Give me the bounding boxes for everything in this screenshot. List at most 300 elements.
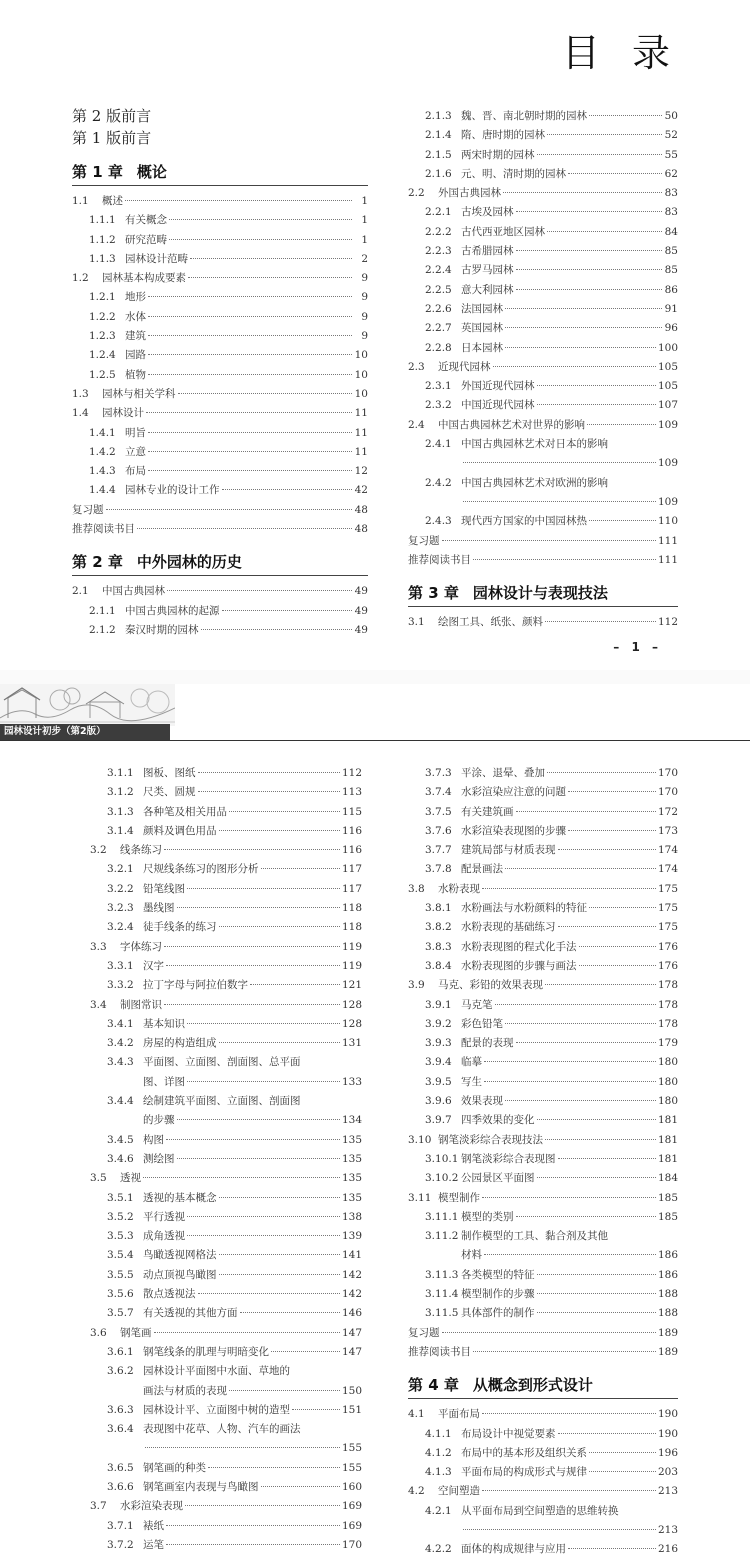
entry-title: 表现图中花草、人物、汽车的画法 <box>143 1423 301 1436</box>
entry-page: 86 <box>664 283 678 296</box>
entry-title: 园林设计 <box>102 407 144 420</box>
toc-entry <box>408 1053 678 1072</box>
dot-leader <box>148 431 352 433</box>
dot-leader <box>166 1138 340 1140</box>
dot-leader <box>463 1528 656 1530</box>
entry-number: 2.1.3 <box>425 110 452 122</box>
chapter-title: 中外园林的历史 <box>136 553 242 572</box>
entry-number: 1.2 <box>72 272 89 285</box>
toc-entry <box>90 880 362 899</box>
entry-page: 170 <box>341 1538 362 1551</box>
toc-entry <box>408 165 678 184</box>
entry-number: 2.2.6 <box>425 302 452 315</box>
entry-number: 3.7.6 <box>425 824 452 837</box>
toc-entry <box>72 211 368 230</box>
entry-number: 3.4.6 <box>107 1152 134 1165</box>
entry-number: 3.6.2 <box>107 1365 134 1378</box>
dot-leader <box>503 191 662 193</box>
toc-entry <box>408 203 678 222</box>
dot-leader <box>558 1432 656 1434</box>
entry-page: 190 <box>657 1408 678 1421</box>
entry-title: 外国古典园林 <box>438 187 501 200</box>
dot-leader <box>537 1292 656 1294</box>
dot-leader <box>198 771 340 773</box>
entry-number: 3.7.8 <box>425 863 452 876</box>
dot-leader <box>568 172 662 174</box>
toc-entry <box>408 551 678 570</box>
entry-number: 2.3 <box>408 360 425 373</box>
toc-entry <box>408 184 678 203</box>
toc-entry <box>408 223 678 242</box>
dot-leader <box>579 964 656 966</box>
dot-leader <box>146 411 352 413</box>
dot-leader <box>516 810 656 812</box>
toc-entry <box>408 764 678 783</box>
entry-number: 3.6.1 <box>107 1345 134 1358</box>
entry-page: 146 <box>341 1307 362 1320</box>
entry-title: 水彩渲染表现图的步骤 <box>461 824 566 837</box>
chapter-heading <box>408 1374 678 1399</box>
toc-entry <box>408 1285 678 1304</box>
entry-page: 85 <box>664 245 678 258</box>
dot-leader <box>185 1504 340 1506</box>
entry-title: 元、明、清时期的园林 <box>461 167 566 180</box>
entry-page: 9 <box>361 291 368 304</box>
dot-leader <box>166 1524 340 1526</box>
entry-line-1 <box>425 435 678 454</box>
entry-page: 170 <box>657 786 678 799</box>
toc-entry <box>408 996 678 1015</box>
entry-title: 绘图工具、纸张、颜料 <box>438 616 543 629</box>
entry-page: 185 <box>657 1210 678 1223</box>
entry-page: 128 <box>341 1017 362 1030</box>
toc-entry-wrapped <box>90 1053 362 1092</box>
dot-leader <box>177 1157 340 1159</box>
entry-page: 113 <box>341 786 362 799</box>
toc-entry <box>408 1208 678 1227</box>
toc-entry <box>408 1463 678 1482</box>
entry-title: 植物 <box>125 368 146 381</box>
dot-leader <box>558 1157 656 1159</box>
toc-entry <box>408 976 678 995</box>
toc-entry <box>72 404 368 423</box>
entry-title: 外国近现代园林 <box>461 380 535 393</box>
entry-number: 3.7 <box>90 1500 107 1513</box>
dot-leader <box>187 887 340 889</box>
entry-title: 具体部件的制作 <box>461 1307 535 1320</box>
dot-leader <box>589 1470 656 1472</box>
toc-entry <box>90 957 362 976</box>
entry-line-1 <box>107 1092 362 1111</box>
toc-entry <box>408 300 678 319</box>
toc-entry <box>72 346 368 365</box>
dot-leader <box>463 461 656 463</box>
toc-entry <box>408 1444 678 1463</box>
dot-leader <box>187 1080 340 1082</box>
entry-title: 近现代园林 <box>438 360 491 373</box>
toc-entry <box>408 1343 678 1362</box>
entry-title-cont: 图、详图 <box>143 1075 185 1088</box>
entry-number: 2.2.5 <box>425 283 452 296</box>
entry-line-2 <box>425 1246 678 1265</box>
entry-title: 魏、晋、南北朝时期的园林 <box>461 110 587 122</box>
entry-number: 1.1 <box>72 195 89 207</box>
toc-entry <box>408 1304 678 1323</box>
toc-entry <box>90 1304 362 1323</box>
toc-entry <box>90 1015 362 1034</box>
entry-number: 1.3 <box>72 387 89 400</box>
entry-line-1 <box>107 1362 362 1381</box>
toc-entry <box>408 1540 678 1559</box>
dot-leader <box>166 964 340 966</box>
toc-entry <box>408 319 678 338</box>
entry-title: 园路 <box>125 349 146 362</box>
entry-title: 水粉表现图的程式化手法 <box>461 940 577 953</box>
dot-leader <box>219 1196 340 1198</box>
dot-leader <box>143 1176 340 1178</box>
entry-page: 83 <box>664 187 678 200</box>
entry-number: 3.11.4 <box>425 1288 459 1301</box>
toc-entry-wrapped <box>408 435 678 474</box>
entry-number: 3.3 <box>90 940 107 953</box>
toc-entry <box>90 1478 362 1497</box>
entry-title: 推荐阅读书目 <box>408 553 471 566</box>
entry-line-1 <box>425 1502 678 1521</box>
entry-page: 150 <box>341 1384 362 1397</box>
entry-title: 图板、图纸 <box>143 767 196 779</box>
entry-page: 107 <box>657 399 678 412</box>
dot-leader <box>558 848 656 850</box>
dot-leader <box>177 906 340 908</box>
dot-leader <box>537 384 656 386</box>
entry-number: 3.8.2 <box>425 921 452 934</box>
dot-leader <box>229 1389 340 1391</box>
toc-entry <box>408 1405 678 1424</box>
entry-page: 121 <box>341 979 362 992</box>
entry-number: 3.7.3 <box>425 767 452 779</box>
entry-page: 178 <box>657 1017 678 1030</box>
entry-page: 176 <box>657 940 678 953</box>
dot-leader <box>145 1446 340 1448</box>
dot-leader <box>537 1176 656 1178</box>
entry-page: 186 <box>657 1268 678 1281</box>
entry-number: 1.4 <box>72 407 89 420</box>
entry-number: 4.2.2 <box>425 1543 452 1556</box>
entry-title: 各种笔及相关用品 <box>143 805 227 818</box>
toc-entry <box>90 764 362 783</box>
toc-entry <box>90 1227 362 1246</box>
dot-leader <box>589 114 662 116</box>
entry-page: 169 <box>341 1519 362 1532</box>
entry-title: 模型的类别 <box>461 1210 514 1223</box>
dot-leader <box>201 628 353 630</box>
toc-entry <box>408 1482 678 1501</box>
entry-title: 英国园林 <box>461 322 503 335</box>
toc-entry <box>90 803 362 822</box>
entry-title-cont: 画法与材质的表现 <box>143 1384 227 1397</box>
dot-leader <box>229 810 340 812</box>
entry-page: 11 <box>354 426 368 439</box>
chapter-title: 从概念到形式设计 <box>472 1376 593 1395</box>
dot-leader <box>537 1118 656 1120</box>
entry-page: 178 <box>657 998 678 1011</box>
entry-number: 3.6.4 <box>107 1423 134 1436</box>
toc-entry <box>72 602 368 621</box>
entry-page: 11 <box>354 407 368 420</box>
entry-title: 钢笔淡彩综合表现技法 <box>438 1133 543 1146</box>
entry-title: 钢笔画的种类 <box>143 1461 206 1474</box>
toc-entry <box>408 261 678 280</box>
entry-number: 3.5.2 <box>107 1210 134 1223</box>
entry-number: 3.4.3 <box>107 1056 134 1069</box>
entry-page: 119 <box>341 940 362 953</box>
dot-leader <box>537 403 656 405</box>
entry-page: 181 <box>657 1114 678 1127</box>
toc-entry <box>72 582 368 601</box>
entry-page: 12 <box>354 465 368 478</box>
entry-title: 地形 <box>125 291 146 304</box>
dot-leader <box>545 620 656 622</box>
chapter-heading <box>72 551 368 576</box>
entry-title: 日本园林 <box>461 341 503 354</box>
entry-title: 面体的构成规律与应用 <box>461 1543 566 1556</box>
dot-leader <box>166 1543 340 1545</box>
entry-number: 3.9.2 <box>425 1017 452 1030</box>
entry-page: 118 <box>341 902 362 915</box>
entry-title: 马克笔 <box>461 998 493 1011</box>
entry-page: 142 <box>341 1288 362 1301</box>
dot-leader <box>164 945 340 947</box>
chapter-title: 园林设计与表现技法 <box>472 584 608 603</box>
entry-title: 临摹 <box>461 1056 482 1069</box>
dot-leader <box>589 519 656 521</box>
toc-entry <box>408 1169 678 1188</box>
entry-title: 运笔 <box>143 1538 164 1551</box>
entry-title: 水粉表现图的步骤与画法 <box>461 959 577 972</box>
toc-entry <box>90 1246 362 1265</box>
dot-leader <box>558 925 656 927</box>
entry-page: 135 <box>341 1191 362 1204</box>
entry-number: 1.2.1 <box>89 291 116 304</box>
entry-page: 179 <box>657 1037 678 1050</box>
entry-page: 174 <box>657 863 678 876</box>
entry-title: 水彩渲染应注意的问题 <box>461 786 566 799</box>
entry-page: 185 <box>657 1191 678 1204</box>
entry-number: 3.11.2 <box>425 1230 459 1243</box>
entry-number: 3.4.5 <box>107 1133 134 1146</box>
dot-leader <box>579 945 656 947</box>
entry-title: 建筑 <box>125 330 146 343</box>
entry-number: 3.5.1 <box>107 1191 134 1204</box>
entry-title: 园林基本构成要素 <box>102 272 186 285</box>
entry-number: 3.10.2 <box>425 1172 459 1185</box>
entry-number: 4.1.3 <box>425 1466 452 1479</box>
entry-page: 52 <box>664 129 678 142</box>
header-banner <box>0 684 175 742</box>
entry-page: 96 <box>664 322 678 335</box>
entry-title: 汉字 <box>143 959 164 972</box>
toc-entry <box>72 366 368 385</box>
entry-title: 裱纸 <box>143 1519 164 1532</box>
toc-entry <box>72 462 368 481</box>
entry-number: 2.3.2 <box>425 399 452 412</box>
dot-leader <box>505 326 662 328</box>
entry-title: 效果表现 <box>461 1095 503 1108</box>
entry-page: 213 <box>657 1523 678 1536</box>
entry-page: 83 <box>664 206 678 219</box>
entry-title: 古埃及园林 <box>461 206 514 219</box>
toc-entry <box>90 822 362 841</box>
toc-entry <box>90 996 362 1015</box>
entry-title: 有关概念 <box>125 214 167 227</box>
entry-title: 园林专业的设计工作 <box>125 484 220 497</box>
dot-leader <box>537 1311 656 1313</box>
entry-title: 园林设计平、立面图中树的造型 <box>143 1403 290 1416</box>
entry-number: 3.6.5 <box>107 1461 134 1474</box>
preface-entry: 第 2 版前言 <box>72 107 152 125</box>
entry-page: 138 <box>341 1210 362 1223</box>
toc-entry <box>408 841 678 860</box>
toc-entry <box>90 1517 362 1536</box>
entry-number: 2.4.2 <box>425 476 452 489</box>
entry-number: 2.1.6 <box>425 167 452 180</box>
entry-page: 173 <box>657 824 678 837</box>
entry-page: 155 <box>341 1461 362 1474</box>
entry-title: 复习题 <box>408 1326 440 1339</box>
entry-number: 1.1.2 <box>89 233 116 246</box>
entry-number: 3.7.1 <box>107 1519 134 1532</box>
entry-number: 4.1.1 <box>425 1427 452 1440</box>
page-number: – 1 – <box>613 640 662 654</box>
entry-title: 园林设计范畴 <box>125 252 188 265</box>
toc-entry <box>408 1425 678 1444</box>
entry-page: 180 <box>657 1075 678 1088</box>
entry-title: 配景画法 <box>461 863 503 876</box>
chapter-heading <box>72 161 368 186</box>
entry-title: 中国古典园林 <box>102 585 165 598</box>
chapter-number: 第 1 章 <box>72 163 123 181</box>
entry-title: 尺规线条练习的图形分析 <box>143 863 259 876</box>
entry-number: 3.5.5 <box>107 1268 134 1281</box>
toc-entry <box>72 308 368 327</box>
entry-title: 钢笔线条的肌理与明暗变化 <box>143 1345 269 1358</box>
toc-entry <box>408 860 678 879</box>
entry-page: 135 <box>341 1133 362 1146</box>
dot-leader <box>482 1196 656 1198</box>
entry-page: 170 <box>657 767 678 779</box>
entry-title: 成角透视 <box>143 1230 185 1243</box>
entry-title: 尺类、圆规 <box>143 786 196 799</box>
entry-number: 3.1.4 <box>107 824 134 837</box>
toc-entry <box>408 1324 678 1343</box>
entry-title: 复习题 <box>72 503 104 516</box>
entry-title: 从平面布局到空间塑造的思维转换 <box>461 1504 619 1517</box>
toc-entry <box>72 231 368 250</box>
entry-page: 128 <box>341 998 362 1011</box>
toc-column-right <box>408 107 678 632</box>
toc-entry-wrapped <box>90 1092 362 1131</box>
toc-entry <box>90 1285 362 1304</box>
entry-number: 2.1.4 <box>425 129 452 142</box>
dot-leader <box>516 210 663 212</box>
dot-leader <box>219 829 340 831</box>
dot-leader <box>187 1234 340 1236</box>
entry-page: 109 <box>657 495 678 508</box>
toc-entry <box>90 1169 362 1188</box>
entry-title: 透视 <box>120 1172 141 1185</box>
entry-title: 园林设计平面图中水面、草地的 <box>143 1365 290 1378</box>
entry-line-2 <box>425 493 678 512</box>
dot-leader <box>169 218 352 220</box>
entry-title: 模型制作的步骤 <box>461 1288 535 1301</box>
entry-title: 基本知识 <box>143 1017 185 1030</box>
entry-number: 3.2.1 <box>107 863 134 876</box>
entry-title: 绘制建筑平面图、立面图、剖面图 <box>143 1095 301 1108</box>
toc-entry <box>408 126 678 145</box>
toc-entry <box>408 242 678 261</box>
entry-page: 11 <box>354 445 368 458</box>
entry-title: 拉丁字母与阿拉伯数字 <box>143 979 248 992</box>
entry-title: 制作模型的工具、黏合剂及其他 <box>461 1230 608 1243</box>
toc-column-left-2 <box>90 764 362 1555</box>
entry-number: 3.9.5 <box>425 1075 452 1088</box>
toc-column-left <box>72 105 368 640</box>
toc-entry <box>408 938 678 957</box>
entry-title: 线条练习 <box>120 844 162 857</box>
entry-number: 3.7.7 <box>425 844 452 857</box>
dot-leader <box>240 1311 340 1313</box>
entry-page: 49 <box>354 604 368 617</box>
toc-entry <box>72 621 368 640</box>
toc-entry <box>90 1131 362 1150</box>
dot-leader <box>482 1412 656 1414</box>
entry-page: 111 <box>657 553 678 566</box>
entry-title: 隋、唐时期的园林 <box>461 129 545 142</box>
toc-entry <box>90 1459 362 1478</box>
entry-title: 布局 <box>125 465 146 478</box>
dot-leader <box>148 373 352 375</box>
dot-leader <box>482 1489 656 1491</box>
entry-title: 水粉表现的基础练习 <box>461 921 556 934</box>
page-gap <box>0 670 750 684</box>
preface-entry: 第 1 版前言 <box>72 129 152 147</box>
entry-page: 175 <box>657 921 678 934</box>
toc-page-2 <box>0 684 750 1556</box>
toc-entry <box>90 1150 362 1169</box>
dot-leader <box>148 469 352 471</box>
entry-number: 1.1.3 <box>89 252 116 265</box>
toc-entry <box>72 288 368 307</box>
chapter-title: 概论 <box>136 163 167 181</box>
toc-entry <box>72 501 368 520</box>
entry-number: 3.9.6 <box>425 1095 452 1108</box>
toc-entry <box>408 899 678 918</box>
entry-page: 62 <box>664 167 678 180</box>
entry-title: 明旨 <box>125 426 146 439</box>
entry-title: 钢笔画室内表现与鸟瞰图 <box>143 1480 259 1493</box>
dot-leader <box>484 1060 656 1062</box>
entry-number: 3.11.1 <box>425 1210 459 1223</box>
entry-number: 2.1 <box>72 585 89 598</box>
entry-number: 3.1.2 <box>107 786 134 799</box>
entry-page: 184 <box>657 1172 678 1185</box>
entry-number: 3.2.4 <box>107 921 134 934</box>
entry-number: 1.4.1 <box>89 426 116 439</box>
dot-leader <box>537 153 663 155</box>
entry-title: 平面布局 <box>438 1408 480 1421</box>
toc-entry <box>90 1266 362 1285</box>
entry-title: 水粉表现 <box>438 882 480 895</box>
